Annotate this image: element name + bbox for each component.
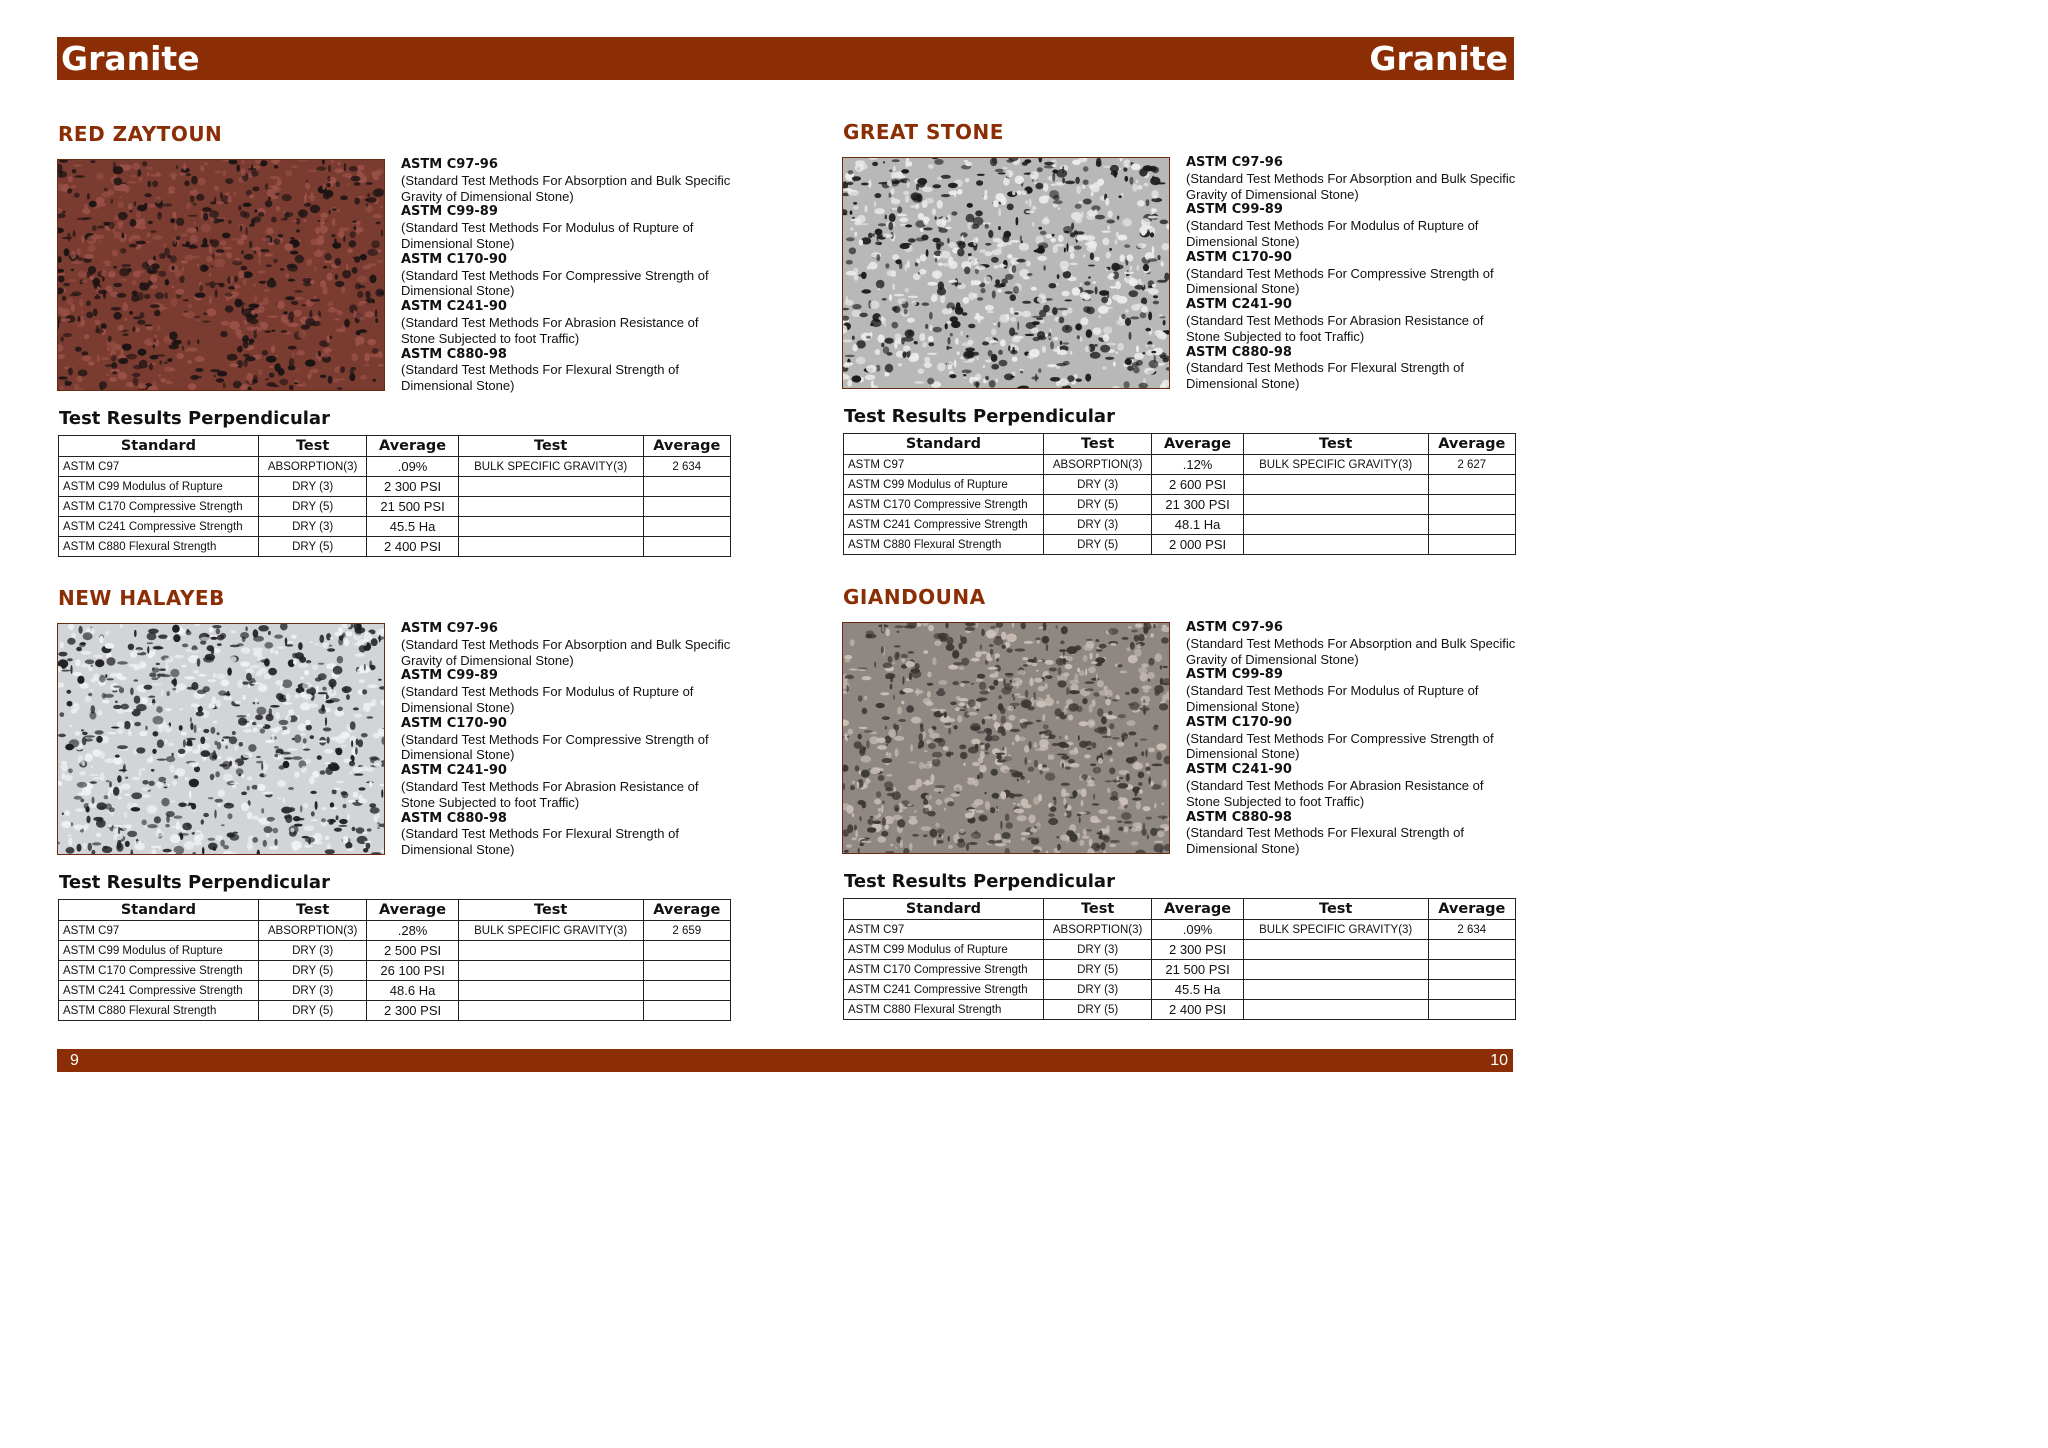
- table-cell: ASTM C880 Flexural Strength: [59, 1001, 259, 1021]
- table-cell: BULK SPECIFIC GRAVITY(3): [458, 457, 643, 477]
- table-header-cell: Test: [458, 900, 643, 921]
- table-cell: 2 627: [1428, 455, 1515, 475]
- table-cell: .09%: [367, 457, 458, 477]
- standard-description: (Standard Test Methods For Modulus of Rupture of Dimensional Stone): [401, 220, 694, 251]
- table-cell: ASTM C170 Compressive Strength: [59, 497, 259, 517]
- stone-name: GIANDOUNA: [843, 585, 986, 609]
- table-cell: [643, 477, 730, 497]
- table-cell: [643, 517, 730, 537]
- stone-name: NEW HALAYEB: [58, 586, 225, 610]
- table-cell: DRY (3): [258, 477, 366, 497]
- table-cell: [1243, 475, 1428, 495]
- table-cell: [643, 497, 730, 517]
- standards-list: [1186, 155, 1516, 392]
- table-header-cell: Average: [1428, 434, 1515, 455]
- standards-list: [401, 157, 731, 394]
- table-row: [844, 535, 1516, 555]
- table-cell: [643, 537, 730, 557]
- table-cell: ASTM C241 Compressive Strength: [59, 517, 259, 537]
- table-cell: 45.5 Ha: [367, 517, 458, 537]
- table-cell: [1243, 515, 1428, 535]
- standard-code: ASTM C170-90: [1186, 249, 1292, 265]
- table-cell: 2 600 PSI: [1152, 475, 1243, 495]
- table-cell: [643, 1001, 730, 1021]
- table-cell: ASTM C97: [844, 920, 1044, 940]
- standard-code: ASTM C880-98: [401, 810, 507, 826]
- table-cell: [643, 941, 730, 961]
- table-cell: ASTM C241 Compressive Strength: [59, 981, 259, 1001]
- test-results-table: [843, 433, 1516, 555]
- table-cell: 48.1 Ha: [1152, 515, 1243, 535]
- table-row: [59, 477, 731, 497]
- standard-description: (Standard Test Methods For Abrasion Resistance of Stone Subjected to foot Traffic): [1186, 777, 1484, 809]
- standard-code: ASTM C99-89: [401, 204, 498, 220]
- table-row: [59, 941, 731, 961]
- stone-section: [57, 121, 733, 576]
- table-cell: ABSORPTION(3): [258, 921, 366, 941]
- table-cell: 45.5 Ha: [1152, 980, 1243, 1000]
- table-cell: 21 500 PSI: [367, 497, 458, 517]
- stone-swatch-image: [842, 622, 1170, 854]
- table-cell: BULK SPECIFIC GRAVITY(3): [1243, 920, 1428, 940]
- table-cell: 2 300 PSI: [1152, 940, 1243, 960]
- table-cell: [458, 941, 643, 961]
- stone-swatch-image: [57, 623, 385, 855]
- table-cell: DRY (5): [258, 961, 366, 981]
- table-row: [844, 960, 1516, 980]
- table-cell: DRY (3): [1043, 980, 1151, 1000]
- table-cell: [1428, 535, 1515, 555]
- footer-bar: [57, 1049, 1513, 1072]
- table-header-cell: Test: [258, 900, 366, 921]
- table-cell: ASTM C170 Compressive Strength: [844, 495, 1044, 515]
- table-header-cell: Standard: [844, 434, 1044, 455]
- table-cell: 2 400 PSI: [1152, 1000, 1243, 1020]
- table-cell: .28%: [367, 921, 458, 941]
- table-cell: DRY (3): [1043, 940, 1151, 960]
- table-cell: [1428, 940, 1515, 960]
- table-cell: [1428, 515, 1515, 535]
- stone-name: RED ZAYTOUN: [58, 122, 223, 146]
- standard-code: ASTM C97-96: [1186, 620, 1283, 635]
- standard-description: (Standard Test Methods For Flexural Strength of Dimensional Stone): [401, 362, 679, 394]
- granite-texture: [58, 160, 384, 390]
- table-cell: ASTM C99 Modulus of Rupture: [59, 477, 259, 497]
- table-cell: ASTM C170 Compressive Strength: [844, 960, 1044, 980]
- table-header-cell: Average: [1428, 899, 1515, 920]
- table-cell: ASTM C880 Flexural Strength: [59, 537, 259, 557]
- table-cell: [458, 961, 643, 981]
- table-title: Test Results Perpendicular: [59, 408, 330, 429]
- standard-description: (Standard Test Methods For Modulus of Rupture of Dimensional Stone): [1186, 218, 1479, 249]
- table-header-cell: Test: [1043, 434, 1151, 455]
- table-cell: DRY (3): [258, 517, 366, 537]
- table-cell: .09%: [1152, 920, 1243, 940]
- standard-code: ASTM C97-96: [1186, 155, 1283, 170]
- table-cell: ASTM C170 Compressive Strength: [59, 961, 259, 981]
- granite-texture: [843, 623, 1169, 853]
- table-cell: [458, 537, 643, 557]
- header-bar: [57, 37, 1514, 80]
- standards-list: [1186, 620, 1516, 857]
- table-cell: DRY (5): [1043, 535, 1151, 555]
- table-cell: 48.6 Ha: [367, 981, 458, 1001]
- stone-section: [57, 585, 733, 1040]
- header-title-right: Granite: [1369, 39, 1508, 78]
- table-row: [59, 497, 731, 517]
- table-cell: ASTM C241 Compressive Strength: [844, 980, 1044, 1000]
- table-row: [59, 537, 731, 557]
- table-cell: 21 500 PSI: [1152, 960, 1243, 980]
- standard-description: (Standard Test Methods For Absorption and Bulk Specific Gravity of Dimensional Stone): [401, 172, 731, 204]
- table-cell: ASTM C99 Modulus of Rupture: [844, 940, 1044, 960]
- table-cell: [458, 477, 643, 497]
- standard-code: ASTM C97-96: [401, 157, 498, 172]
- table-row: [59, 517, 731, 537]
- table-row: [59, 1001, 731, 1021]
- table-cell: [458, 517, 643, 537]
- standard-code: ASTM C880-98: [1186, 809, 1292, 825]
- standard-code: ASTM C880-98: [1186, 344, 1292, 360]
- standard-code: ASTM C241-90: [401, 763, 507, 779]
- granite-texture: [843, 158, 1169, 388]
- standard-description: (Standard Test Methods For Compressive Strength of Dimensional Stone): [1186, 265, 1494, 297]
- standard-code: ASTM C170-90: [401, 251, 507, 267]
- table-header-cell: Standard: [844, 899, 1044, 920]
- table-cell: DRY (5): [1043, 960, 1151, 980]
- table-cell: DRY (5): [258, 1001, 366, 1021]
- table-cell: ABSORPTION(3): [1043, 920, 1151, 940]
- table-cell: DRY (3): [258, 981, 366, 1001]
- table-header-cell: Test: [1043, 899, 1151, 920]
- table-cell: [1243, 535, 1428, 555]
- table-header-row: [844, 899, 1516, 920]
- table-cell: [1243, 980, 1428, 1000]
- table-cell: [1428, 475, 1515, 495]
- table-cell: [1428, 960, 1515, 980]
- standard-description: (Standard Test Methods For Abrasion Resistance of Stone Subjected to foot Traffic): [401, 778, 699, 810]
- standard-description: (Standard Test Methods For Abrasion Resistance of Stone Subjected to foot Traffic): [1186, 312, 1484, 344]
- table-cell: 2 659: [643, 921, 730, 941]
- table-cell: [1428, 495, 1515, 515]
- table-header-row: [59, 900, 731, 921]
- table-header-cell: Average: [1152, 434, 1243, 455]
- header-title-left: Granite: [61, 39, 200, 78]
- standard-description: (Standard Test Methods For Absorption and Bulk Specific Gravity of Dimensional Stone): [1186, 170, 1516, 202]
- table-row: [844, 980, 1516, 1000]
- table-cell: DRY (5): [258, 537, 366, 557]
- table-row: [844, 495, 1516, 515]
- table-header-cell: Test: [458, 436, 643, 457]
- standard-code: ASTM C241-90: [1186, 762, 1292, 778]
- table-row: [59, 981, 731, 1001]
- table-row: [844, 940, 1516, 960]
- table-cell: [643, 961, 730, 981]
- stone-name: GREAT STONE: [843, 120, 1004, 144]
- table-cell: [458, 1001, 643, 1021]
- table-row: [844, 515, 1516, 535]
- table-cell: [1428, 980, 1515, 1000]
- table-cell: 2 300 PSI: [367, 1001, 458, 1021]
- table-header-cell: Average: [367, 900, 458, 921]
- standard-code: ASTM C99-89: [1186, 667, 1283, 683]
- table-header-cell: Test: [258, 436, 366, 457]
- stone-swatch-image: [842, 157, 1170, 389]
- test-results-table: [58, 899, 731, 1021]
- table-header-cell: Standard: [59, 900, 259, 921]
- table-header-cell: Test: [1243, 434, 1428, 455]
- table-cell: 2 300 PSI: [367, 477, 458, 497]
- table-cell: [1243, 960, 1428, 980]
- table-cell: 2 634: [643, 457, 730, 477]
- test-results-table: [843, 898, 1516, 1020]
- table-cell: [458, 981, 643, 1001]
- standard-description: (Standard Test Methods For Modulus of Rupture of Dimensional Stone): [401, 684, 694, 715]
- standard-code: ASTM C241-90: [1186, 297, 1292, 313]
- table-cell: [1243, 495, 1428, 515]
- table-header-cell: Average: [643, 900, 730, 921]
- standards-list: [401, 621, 731, 858]
- standard-description: (Standard Test Methods For Flexural Strength of Dimensional Stone): [1186, 825, 1464, 857]
- standard-code: ASTM C170-90: [1186, 714, 1292, 730]
- table-cell: DRY (5): [258, 497, 366, 517]
- table-row: [844, 455, 1516, 475]
- table-row: [59, 961, 731, 981]
- standard-description: (Standard Test Methods For Flexural Strength of Dimensional Stone): [401, 826, 679, 858]
- page-number-left: 9: [70, 1052, 79, 1069]
- table-cell: DRY (5): [1043, 495, 1151, 515]
- table-cell: 26 100 PSI: [367, 961, 458, 981]
- table-cell: [458, 497, 643, 517]
- standard-code: ASTM C170-90: [401, 715, 507, 731]
- table-cell: ABSORPTION(3): [1043, 455, 1151, 475]
- stone-section: [842, 119, 1518, 574]
- table-cell: DRY (3): [258, 941, 366, 961]
- page-number-right: 10: [1490, 1052, 1508, 1069]
- table-cell: 2 000 PSI: [1152, 535, 1243, 555]
- table-cell: ASTM C99 Modulus of Rupture: [59, 941, 259, 961]
- table-header-cell: Average: [367, 436, 458, 457]
- table-cell: [1243, 1000, 1428, 1020]
- standard-description: (Standard Test Methods For Abrasion Resistance of Stone Subjected to foot Traffic): [401, 314, 699, 346]
- standard-code: ASTM C241-90: [401, 299, 507, 315]
- stone-swatch-image: [57, 159, 385, 391]
- table-cell: DRY (3): [1043, 515, 1151, 535]
- table-cell: 2 634: [1428, 920, 1515, 940]
- table-row: [844, 1000, 1516, 1020]
- table-cell: [643, 981, 730, 1001]
- table-title: Test Results Perpendicular: [844, 871, 1115, 892]
- table-cell: ASTM C97: [59, 921, 259, 941]
- table-title: Test Results Perpendicular: [844, 406, 1115, 427]
- standard-description: (Standard Test Methods For Absorption and Bulk Specific Gravity of Dimensional Stone): [1186, 635, 1516, 667]
- standard-description: (Standard Test Methods For Compressive Strength of Dimensional Stone): [401, 731, 709, 763]
- table-cell: BULK SPECIFIC GRAVITY(3): [1243, 455, 1428, 475]
- table-header-cell: Average: [643, 436, 730, 457]
- table-cell: ASTM C880 Flexural Strength: [844, 1000, 1044, 1020]
- table-header-cell: Test: [1243, 899, 1428, 920]
- table-row: [59, 457, 731, 477]
- table-header-cell: Standard: [59, 436, 259, 457]
- table-cell: ASTM C880 Flexural Strength: [844, 535, 1044, 555]
- granite-texture: [58, 624, 384, 854]
- table-cell: .12%: [1152, 455, 1243, 475]
- table-cell: DRY (3): [1043, 475, 1151, 495]
- table-row: [844, 920, 1516, 940]
- test-results-table: [58, 435, 731, 557]
- stone-section: [842, 584, 1518, 1039]
- table-cell: 2 500 PSI: [367, 941, 458, 961]
- table-header-row: [59, 436, 731, 457]
- table-row: [844, 475, 1516, 495]
- table-header-row: [844, 434, 1516, 455]
- standard-description: (Standard Test Methods For Compressive Strength of Dimensional Stone): [401, 267, 709, 299]
- standard-description: (Standard Test Methods For Compressive Strength of Dimensional Stone): [1186, 730, 1494, 762]
- table-title: Test Results Perpendicular: [59, 872, 330, 893]
- table-cell: DRY (5): [1043, 1000, 1151, 1020]
- standard-description: (Standard Test Methods For Absorption and Bulk Specific Gravity of Dimensional Stone): [401, 636, 731, 668]
- table-cell: ABSORPTION(3): [258, 457, 366, 477]
- table-cell: ASTM C241 Compressive Strength: [844, 515, 1044, 535]
- table-cell: BULK SPECIFIC GRAVITY(3): [458, 921, 643, 941]
- standard-description: (Standard Test Methods For Modulus of Rupture of Dimensional Stone): [1186, 683, 1479, 714]
- table-cell: 2 400 PSI: [367, 537, 458, 557]
- table-cell: 21 300 PSI: [1152, 495, 1243, 515]
- standard-code: ASTM C880-98: [401, 346, 507, 362]
- table-row: [59, 921, 731, 941]
- table-cell: ASTM C99 Modulus of Rupture: [844, 475, 1044, 495]
- table-cell: [1243, 940, 1428, 960]
- table-cell: ASTM C97: [844, 455, 1044, 475]
- table-cell: ASTM C97: [59, 457, 259, 477]
- table-cell: [1428, 1000, 1515, 1020]
- standard-code: ASTM C99-89: [1186, 202, 1283, 218]
- standard-code: ASTM C97-96: [401, 621, 498, 636]
- standard-code: ASTM C99-89: [401, 668, 498, 684]
- standard-description: (Standard Test Methods For Flexural Strength of Dimensional Stone): [1186, 360, 1464, 392]
- table-header-cell: Average: [1152, 899, 1243, 920]
